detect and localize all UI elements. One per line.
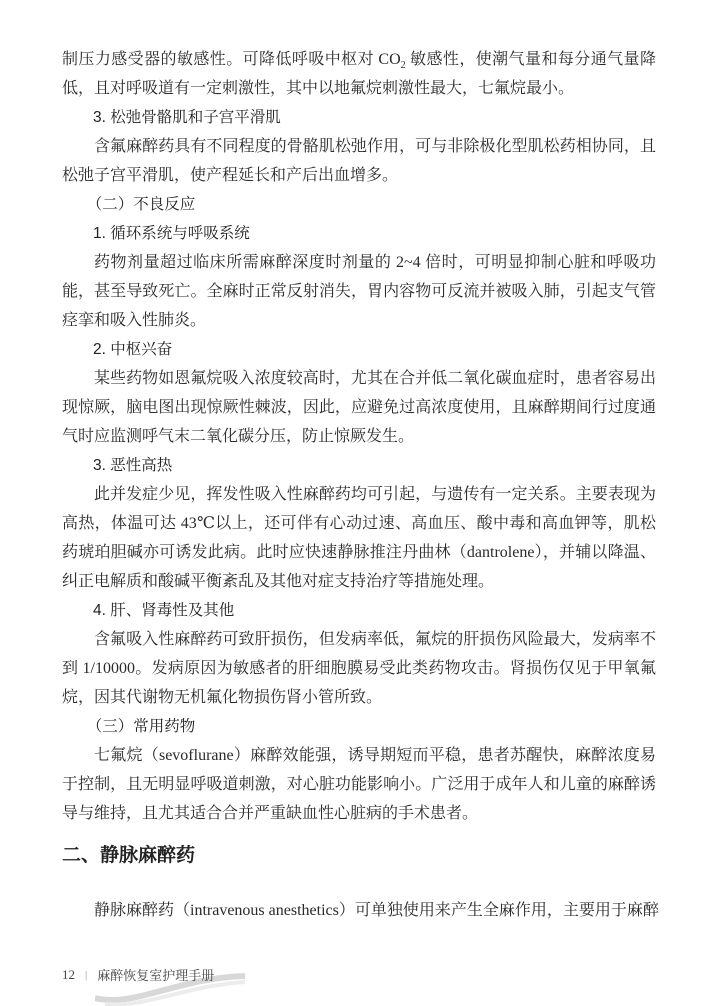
book-title: 麻醉恢复室护理手册 [97,968,215,983]
text: 敏感性，使潮气量和每分通气量降低，且对呼吸道有一定刺激性，其中以地氟烷刺激性最大，七氟烷最小。 [62,51,656,97]
paragraph-sevoflurane: 七氟烷（sevoflurane）麻醉效能强，诱导期短而平稳，患者苏醒快，麻醉浓度易于控制，且无明显呼吸道刺激，对心脏功能影响小。广泛用于成年人和儿童的麻醉诱导与维持，且尤其适合合并严重缺血性心脏病的手术患者。 [62,747,656,822]
heading-malignant-hyperthermia: 3. 恶性高热 [93,457,173,474]
text: 制压力感受器的敏感性。可降低呼吸中枢对 CO [62,51,401,68]
heading-adverse-reactions: （二）不良反应 [86,196,196,213]
page-body [62,45,656,828]
paragraph-circulatory-respiratory: 药物剂量超过临床所需麻醉深度时剂量的 2~4 倍时，可明显抑制心脏和呼吸功能，甚至导致死亡。全麻时正常反射消失，胃内容物可反流并被吸入肺，引起支气管痉挛和吸入性肺炎。 [62,254,656,329]
section-title: 二、静脉麻醉药 [62,845,196,866]
footer-separator: | [85,968,88,981]
paragraph-respiratory [62,45,656,103]
paragraph-liver-kidney: 含氟吸入性麻醉药可致肝损伤，但发病率低，氟烷的肝损伤风险最大，发病率不到 1/10000。发病原因为敏感者的肝细胞膜易受此类药物攻击。肾损伤仅见于甲氧氟烷，因其代谢物无机氟化物损伤肾小管所致。 [62,631,656,706]
subscript: 2 [400,60,406,72]
heading-common-drugs: （三）常用药物 [86,718,196,735]
heading-circulatory-respiratory: 1. 循环系统与呼吸系统 [93,225,250,242]
paragraph-malignant-hyperthermia: 此并发症少见，挥发性吸入性麻醉药均可引起，与遗传有一定关系。主要表现为高热，体温可达 43℃以上，还可伴有心动过速、高血压、酸中毒和高血钾等，肌松药琥珀胆碱亦可诱发此病。此时应快速静脉推注丹曲林（dantrolene），并辅以降温、纠正电解质和酸碱平衡紊乱及其他对症支持治疗等措施处理。 [62,486,656,590]
heading-muscle-relaxation: 3. 松弛骨骼肌和子宫平滑肌 [93,109,281,126]
section-intro-paragraph: 静脉麻醉药（intravenous anesthetics）可单独使用来产生全麻作用，主要用于麻醉 [94,902,659,919]
paragraph-muscle-relaxation: 含氟麻醉药具有不同程度的骨骼肌松弛作用，可与非除极化型肌松药相协同，且松弛子宫平滑肌，使产程延长和产后出血增多。 [62,138,656,184]
page-footer [62,965,214,984]
page-number: 12 [62,966,75,982]
paragraph-cns-excitation: 某些药物如恩氟烷吸入浓度较高时，尤其在合并低二氧化碳血症时，患者容易出现惊厥，脑电图出现惊厥性棘波，因此，应避免过高浓度使用，且麻醉期间行过度通气时应监测呼气末二氧化碳分压，防止惊厥发生。 [62,370,656,445]
heading-cns-excitation: 2. 中枢兴奋 [93,341,173,358]
heading-liver-kidney: 4. 肝、肾毒性及其他 [93,602,235,619]
